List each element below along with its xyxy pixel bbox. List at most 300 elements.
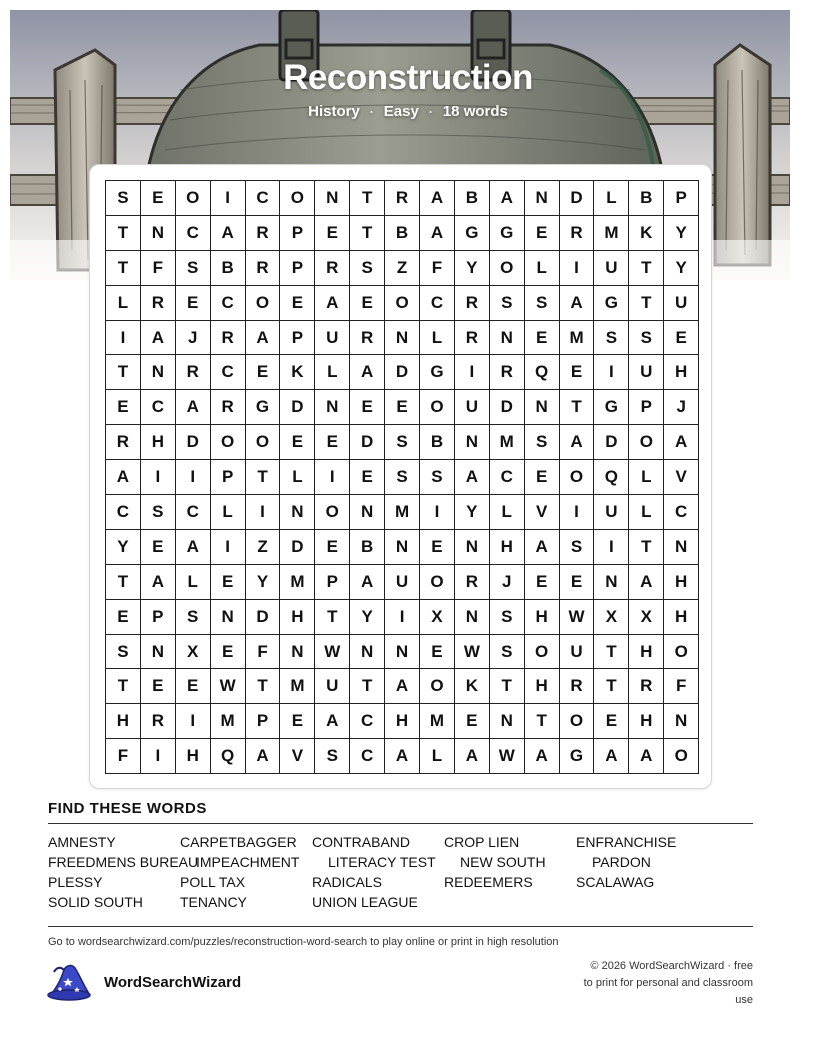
grid-cell[interactable]: Y bbox=[246, 565, 281, 600]
grid-cell[interactable]: I bbox=[455, 355, 490, 390]
grid-cell[interactable]: A bbox=[315, 286, 350, 321]
grid-cell[interactable]: M bbox=[385, 495, 420, 530]
grid-cell[interactable]: C bbox=[350, 704, 385, 739]
grid-cell[interactable]: A bbox=[490, 181, 525, 216]
grid-cell[interactable]: I bbox=[211, 181, 246, 216]
grid-cell[interactable]: E bbox=[106, 600, 141, 635]
grid-cell[interactable]: K bbox=[629, 216, 664, 251]
letter-grid[interactable] bbox=[105, 180, 699, 774]
grid-cell[interactable]: T bbox=[350, 181, 385, 216]
grid-cell[interactable]: T bbox=[350, 216, 385, 251]
grid-cell[interactable]: Z bbox=[385, 251, 420, 286]
grid-cell[interactable]: E bbox=[211, 635, 246, 670]
grid-cell[interactable]: U bbox=[315, 669, 350, 704]
grid-cell[interactable]: A bbox=[420, 216, 455, 251]
grid-cell[interactable]: E bbox=[315, 216, 350, 251]
grid-cell[interactable]: R bbox=[350, 321, 385, 356]
grid-cell[interactable]: W bbox=[455, 635, 490, 670]
grid-cell[interactable]: R bbox=[315, 251, 350, 286]
grid-cell[interactable]: N bbox=[594, 565, 629, 600]
grid-cell[interactable]: G bbox=[560, 739, 595, 774]
grid-cell[interactable]: I bbox=[176, 704, 211, 739]
grid-cell[interactable]: H bbox=[176, 739, 211, 774]
grid-cell[interactable]: O bbox=[385, 286, 420, 321]
grid-cell[interactable]: L bbox=[176, 565, 211, 600]
grid-cell[interactable]: E bbox=[211, 565, 246, 600]
grid-cell[interactable]: B bbox=[385, 216, 420, 251]
grid-cell[interactable]: C bbox=[211, 355, 246, 390]
grid-cell[interactable]: Y bbox=[455, 495, 490, 530]
grid-cell[interactable]: S bbox=[525, 286, 560, 321]
grid-cell[interactable]: A bbox=[211, 216, 246, 251]
grid-cell[interactable]: O bbox=[420, 565, 455, 600]
grid-cell[interactable]: A bbox=[141, 321, 176, 356]
grid-cell[interactable]: Q bbox=[525, 355, 560, 390]
grid-cell[interactable]: W bbox=[211, 669, 246, 704]
grid-cell[interactable]: T bbox=[629, 251, 664, 286]
grid-cell[interactable]: W bbox=[560, 600, 595, 635]
word-list-heading: FIND THESE WORDS bbox=[48, 800, 207, 817]
grid-cell[interactable]: P bbox=[280, 321, 315, 356]
grid-cell[interactable]: B bbox=[629, 181, 664, 216]
grid-cell[interactable]: I bbox=[560, 495, 595, 530]
grid-cell[interactable]: B bbox=[211, 251, 246, 286]
grid-cell[interactable]: S bbox=[315, 739, 350, 774]
grid-cell[interactable]: U bbox=[560, 635, 595, 670]
grid-cell[interactable]: A bbox=[246, 321, 281, 356]
grid-cell[interactable]: X bbox=[594, 600, 629, 635]
grid-cell[interactable]: N bbox=[315, 181, 350, 216]
grid-cell[interactable]: A bbox=[420, 181, 455, 216]
grid-cell[interactable]: C bbox=[176, 495, 211, 530]
grid-cell[interactable]: I bbox=[211, 530, 246, 565]
grid-cell[interactable]: O bbox=[664, 739, 699, 774]
grid-cell[interactable]: H bbox=[525, 600, 560, 635]
grid-cell[interactable]: T bbox=[315, 600, 350, 635]
grid-cell[interactable]: A bbox=[176, 390, 211, 425]
grid-cell[interactable]: K bbox=[455, 669, 490, 704]
grid-cell[interactable]: G bbox=[490, 216, 525, 251]
grid-cell[interactable]: N bbox=[490, 704, 525, 739]
grid-cell[interactable]: N bbox=[141, 216, 176, 251]
grid-cell[interactable]: L bbox=[106, 286, 141, 321]
grid-cell[interactable]: D bbox=[490, 390, 525, 425]
grid-cell[interactable]: H bbox=[385, 704, 420, 739]
grid-cell[interactable]: E bbox=[525, 460, 560, 495]
grid-cell[interactable]: V bbox=[664, 460, 699, 495]
grid-cell[interactable]: E bbox=[315, 530, 350, 565]
grid-cell[interactable]: H bbox=[664, 600, 699, 635]
grid-cell[interactable]: X bbox=[420, 600, 455, 635]
grid-cell[interactable]: X bbox=[629, 600, 664, 635]
grid-cell[interactable]: N bbox=[385, 321, 420, 356]
grid-cell[interactable]: V bbox=[280, 739, 315, 774]
grid-cell[interactable]: O bbox=[246, 286, 281, 321]
grid-cell[interactable]: Q bbox=[211, 739, 246, 774]
grid-cell[interactable]: A bbox=[350, 355, 385, 390]
grid-cell[interactable]: T bbox=[594, 669, 629, 704]
grid-cell[interactable]: N bbox=[455, 530, 490, 565]
grid-cell[interactable]: Y bbox=[350, 600, 385, 635]
grid-cell[interactable]: R bbox=[490, 355, 525, 390]
grid-cell[interactable]: D bbox=[176, 425, 211, 460]
grid-cell[interactable]: N bbox=[280, 495, 315, 530]
grid-cell[interactable]: H bbox=[141, 425, 176, 460]
grid-cell[interactable]: L bbox=[629, 495, 664, 530]
grid-cell[interactable]: X bbox=[176, 635, 211, 670]
grid-cell[interactable]: A bbox=[629, 739, 664, 774]
grid-cell[interactable]: R bbox=[455, 321, 490, 356]
grid-cell[interactable]: B bbox=[420, 425, 455, 460]
grid-cell[interactable]: E bbox=[594, 704, 629, 739]
grid-cell[interactable]: O bbox=[420, 669, 455, 704]
grid-cell[interactable]: D bbox=[350, 425, 385, 460]
grid-cell[interactable]: H bbox=[629, 635, 664, 670]
grid-cell[interactable]: N bbox=[490, 321, 525, 356]
grid-cell[interactable]: N bbox=[141, 355, 176, 390]
grid-cell[interactable]: V bbox=[525, 495, 560, 530]
grid-cell[interactable]: O bbox=[664, 635, 699, 670]
grid-cell[interactable]: L bbox=[420, 321, 455, 356]
grid-cell[interactable]: A bbox=[385, 739, 420, 774]
grid-cell[interactable]: T bbox=[525, 704, 560, 739]
puzzle-title: Reconstruction bbox=[283, 58, 533, 97]
grid-cell[interactable]: E bbox=[560, 355, 595, 390]
grid-cell[interactable]: R bbox=[629, 669, 664, 704]
grid-cell[interactable]: D bbox=[280, 530, 315, 565]
grid-cell[interactable]: O bbox=[315, 495, 350, 530]
grid-cell[interactable]: S bbox=[141, 495, 176, 530]
grid-cell[interactable]: T bbox=[246, 669, 281, 704]
grid-cell[interactable]: O bbox=[211, 425, 246, 460]
grid-cell[interactable]: S bbox=[560, 530, 595, 565]
word-list-item: CONTRABAND bbox=[312, 834, 411, 850]
grid-cell[interactable]: M bbox=[594, 216, 629, 251]
puzzle-grid-card bbox=[89, 164, 712, 789]
grid-cell[interactable]: L bbox=[490, 495, 525, 530]
grid-cell[interactable]: I bbox=[385, 600, 420, 635]
grid-cell[interactable]: M bbox=[490, 425, 525, 460]
grid-cell[interactable]: O bbox=[560, 704, 595, 739]
grid-cell[interactable]: W bbox=[315, 635, 350, 670]
grid-cell[interactable]: P bbox=[280, 216, 315, 251]
grid-cell[interactable]: E bbox=[141, 181, 176, 216]
grid-cell[interactable]: G bbox=[455, 216, 490, 251]
grid-cell[interactable]: T bbox=[106, 355, 141, 390]
grid-cell[interactable]: E bbox=[246, 355, 281, 390]
word-list-item: PLESSY bbox=[48, 874, 103, 890]
grid-cell[interactable]: A bbox=[106, 460, 141, 495]
grid-cell[interactable]: S bbox=[490, 635, 525, 670]
grid-cell[interactable]: A bbox=[664, 425, 699, 460]
grid-cell[interactable]: S bbox=[420, 460, 455, 495]
grid-cell[interactable]: M bbox=[211, 704, 246, 739]
grid-cell[interactable]: R bbox=[211, 321, 246, 356]
grid-cell[interactable]: E bbox=[385, 390, 420, 425]
grid-cell[interactable]: H bbox=[280, 600, 315, 635]
grid-cell[interactable]: U bbox=[594, 251, 629, 286]
grid-cell[interactable]: E bbox=[280, 704, 315, 739]
grid-cell[interactable]: D bbox=[594, 425, 629, 460]
grid-cell[interactable]: C bbox=[246, 181, 281, 216]
grid-cell[interactable]: R bbox=[455, 565, 490, 600]
grid-cell[interactable]: A bbox=[525, 739, 560, 774]
grid-cell[interactable]: O bbox=[629, 425, 664, 460]
grid-cell[interactable]: W bbox=[490, 739, 525, 774]
grid-cell[interactable]: A bbox=[385, 669, 420, 704]
grid-cell[interactable]: T bbox=[594, 635, 629, 670]
play-online-link[interactable]: Go to wordsearchwizard.com/puzzles/reconstruction-word-search to play online or print in high resolution bbox=[48, 936, 559, 948]
grid-cell[interactable]: H bbox=[629, 704, 664, 739]
grid-cell[interactable]: S bbox=[385, 460, 420, 495]
grid-cell[interactable]: T bbox=[246, 460, 281, 495]
footer-divider bbox=[48, 926, 753, 927]
grid-cell[interactable]: J bbox=[664, 390, 699, 425]
grid-cell[interactable]: Q bbox=[594, 460, 629, 495]
grid-cell[interactable]: I bbox=[420, 495, 455, 530]
grid-cell[interactable]: D bbox=[560, 181, 595, 216]
grid-cell[interactable]: R bbox=[455, 286, 490, 321]
grid-cell[interactable]: P bbox=[246, 704, 281, 739]
grid-cell[interactable]: N bbox=[141, 635, 176, 670]
grid-cell[interactable]: U bbox=[629, 355, 664, 390]
grid-cell[interactable]: M bbox=[280, 565, 315, 600]
grid-cell[interactable]: L bbox=[211, 495, 246, 530]
grid-cell[interactable]: H bbox=[106, 704, 141, 739]
grid-cell[interactable]: H bbox=[664, 565, 699, 600]
grid-cell[interactable]: L bbox=[315, 355, 350, 390]
grid-cell[interactable]: Y bbox=[106, 530, 141, 565]
grid-cell[interactable]: Y bbox=[664, 251, 699, 286]
grid-cell[interactable]: C bbox=[211, 286, 246, 321]
grid-cell[interactable]: N bbox=[350, 495, 385, 530]
grid-cell[interactable]: L bbox=[280, 460, 315, 495]
grid-cell[interactable]: A bbox=[560, 425, 595, 460]
grid-cell[interactable]: T bbox=[490, 669, 525, 704]
brand[interactable] bbox=[46, 962, 241, 1002]
grid-cell[interactable]: R bbox=[211, 390, 246, 425]
grid-cell[interactable]: R bbox=[560, 216, 595, 251]
grid-cell[interactable]: N bbox=[525, 181, 560, 216]
grid-cell[interactable]: S bbox=[176, 251, 211, 286]
grid-cell[interactable]: R bbox=[246, 251, 281, 286]
grid-cell[interactable]: U bbox=[664, 286, 699, 321]
grid-cell[interactable]: R bbox=[246, 216, 281, 251]
grid-cell[interactable]: T bbox=[629, 286, 664, 321]
grid-cell[interactable]: F bbox=[420, 251, 455, 286]
grid-cell[interactable]: C bbox=[490, 460, 525, 495]
grid-cell[interactable]: R bbox=[560, 669, 595, 704]
grid-cell[interactable]: N bbox=[385, 530, 420, 565]
grid-cell[interactable]: S bbox=[106, 181, 141, 216]
grid-cell[interactable]: P bbox=[141, 600, 176, 635]
grid-cell[interactable]: P bbox=[211, 460, 246, 495]
grid-cell[interactable]: E bbox=[106, 390, 141, 425]
grid-cell[interactable]: D bbox=[280, 390, 315, 425]
grid-cell[interactable]: I bbox=[141, 739, 176, 774]
grid-cell[interactable]: S bbox=[350, 251, 385, 286]
grid-cell[interactable]: I bbox=[594, 355, 629, 390]
grid-cell[interactable]: K bbox=[280, 355, 315, 390]
grid-cell[interactable]: A bbox=[629, 565, 664, 600]
grid-cell[interactable]: S bbox=[490, 286, 525, 321]
grid-cell[interactable]: A bbox=[315, 704, 350, 739]
grid-cell[interactable]: A bbox=[455, 460, 490, 495]
grid-cell[interactable]: E bbox=[350, 286, 385, 321]
grid-cell[interactable]: E bbox=[350, 390, 385, 425]
grid-cell[interactable]: R bbox=[385, 181, 420, 216]
grid-cell[interactable]: T bbox=[560, 390, 595, 425]
word-list-item: IMPEACHMENT bbox=[196, 854, 300, 870]
grid-cell[interactable]: J bbox=[490, 565, 525, 600]
grid-cell[interactable]: U bbox=[315, 321, 350, 356]
grid-cell[interactable]: G bbox=[594, 286, 629, 321]
grid-cell[interactable]: D bbox=[385, 355, 420, 390]
grid-cell[interactable]: C bbox=[664, 495, 699, 530]
grid-cell[interactable]: N bbox=[350, 635, 385, 670]
grid-cell[interactable]: A bbox=[141, 565, 176, 600]
grid-cell[interactable]: T bbox=[629, 530, 664, 565]
grid-cell[interactable]: E bbox=[525, 321, 560, 356]
grid-cell[interactable]: C bbox=[176, 216, 211, 251]
grid-cell[interactable]: C bbox=[141, 390, 176, 425]
grid-cell[interactable]: I bbox=[315, 460, 350, 495]
grid-cell[interactable]: O bbox=[560, 460, 595, 495]
grid-cell[interactable]: A bbox=[455, 739, 490, 774]
grid-cell[interactable]: O bbox=[280, 181, 315, 216]
grid-cell[interactable]: I bbox=[560, 251, 595, 286]
grid-cell[interactable]: N bbox=[525, 390, 560, 425]
grid-cell[interactable]: A bbox=[594, 739, 629, 774]
grid-cell[interactable]: N bbox=[315, 390, 350, 425]
grid-cell[interactable]: E bbox=[280, 286, 315, 321]
grid-cell[interactable]: Y bbox=[664, 216, 699, 251]
word-count-label: 18 words bbox=[442, 103, 508, 120]
grid-cell[interactable]: G bbox=[594, 390, 629, 425]
grid-cell[interactable]: T bbox=[106, 565, 141, 600]
grid-cell[interactable]: C bbox=[106, 495, 141, 530]
grid-cell[interactable]: P bbox=[629, 390, 664, 425]
grid-cell[interactable]: E bbox=[315, 425, 350, 460]
grid-cell[interactable]: Y bbox=[455, 251, 490, 286]
grid-cell[interactable]: R bbox=[141, 286, 176, 321]
grid-cell[interactable]: S bbox=[385, 425, 420, 460]
grid-cell[interactable]: U bbox=[594, 495, 629, 530]
grid-cell[interactable]: A bbox=[560, 286, 595, 321]
grid-cell[interactable]: O bbox=[490, 251, 525, 286]
grid-cell[interactable]: S bbox=[594, 321, 629, 356]
grid-cell[interactable]: L bbox=[594, 181, 629, 216]
grid-cell[interactable]: D bbox=[246, 600, 281, 635]
grid-cell[interactable]: N bbox=[455, 600, 490, 635]
grid-cell[interactable]: E bbox=[420, 635, 455, 670]
grid-cell[interactable]: G bbox=[420, 355, 455, 390]
grid-cell[interactable]: R bbox=[106, 425, 141, 460]
grid-cell[interactable]: N bbox=[211, 600, 246, 635]
grid-cell[interactable]: Z bbox=[246, 530, 281, 565]
grid-cell[interactable]: A bbox=[525, 530, 560, 565]
grid-cell[interactable]: I bbox=[246, 495, 281, 530]
grid-cell[interactable]: P bbox=[315, 565, 350, 600]
grid-cell[interactable]: L bbox=[525, 251, 560, 286]
grid-cell[interactable]: E bbox=[141, 530, 176, 565]
grid-cell[interactable]: E bbox=[560, 565, 595, 600]
grid-cell[interactable]: O bbox=[525, 635, 560, 670]
grid-cell[interactable]: N bbox=[385, 635, 420, 670]
grid-cell[interactable]: H bbox=[490, 530, 525, 565]
grid-cell[interactable]: B bbox=[455, 181, 490, 216]
grid-cell[interactable]: I bbox=[141, 460, 176, 495]
grid-cell[interactable]: A bbox=[350, 565, 385, 600]
grid-cell[interactable]: I bbox=[176, 460, 211, 495]
grid-cell[interactable]: M bbox=[420, 704, 455, 739]
grid-cell[interactable]: E bbox=[525, 565, 560, 600]
grid-cell[interactable]: U bbox=[385, 565, 420, 600]
grid-cell[interactable]: L bbox=[629, 460, 664, 495]
grid-cell[interactable]: N bbox=[664, 704, 699, 739]
grid-cell[interactable]: F bbox=[246, 635, 281, 670]
grid-cell[interactable]: G bbox=[246, 390, 281, 425]
grid-cell[interactable]: O bbox=[420, 390, 455, 425]
grid-cell[interactable]: A bbox=[176, 530, 211, 565]
grid-cell[interactable]: T bbox=[106, 216, 141, 251]
grid-cell[interactable]: U bbox=[455, 390, 490, 425]
grid-cell[interactable]: R bbox=[176, 355, 211, 390]
grid-cell[interactable]: N bbox=[280, 635, 315, 670]
grid-cell[interactable]: T bbox=[106, 669, 141, 704]
grid-cell[interactable]: J bbox=[176, 321, 211, 356]
grid-cell[interactable]: T bbox=[106, 251, 141, 286]
grid-cell[interactable]: O bbox=[246, 425, 281, 460]
grid-cell[interactable]: E bbox=[455, 704, 490, 739]
grid-cell[interactable]: H bbox=[525, 669, 560, 704]
grid-cell[interactable]: P bbox=[664, 181, 699, 216]
grid-cell[interactable]: A bbox=[246, 739, 281, 774]
grid-cell[interactable]: F bbox=[106, 739, 141, 774]
grid-cell[interactable]: S bbox=[525, 425, 560, 460]
grid-cell[interactable]: F bbox=[664, 669, 699, 704]
grid-cell[interactable]: H bbox=[664, 355, 699, 390]
grid-cell[interactable]: E bbox=[176, 669, 211, 704]
grid-cell[interactable]: F bbox=[141, 251, 176, 286]
grid-cell[interactable]: E bbox=[525, 216, 560, 251]
grid-cell[interactable]: E bbox=[280, 425, 315, 460]
grid-cell[interactable]: O bbox=[176, 181, 211, 216]
grid-cell[interactable]: E bbox=[141, 669, 176, 704]
grid-cell[interactable]: E bbox=[664, 321, 699, 356]
grid-cell[interactable]: S bbox=[629, 321, 664, 356]
grid-cell[interactable]: E bbox=[176, 286, 211, 321]
grid-cell[interactable]: R bbox=[141, 704, 176, 739]
grid-cell[interactable]: C bbox=[350, 739, 385, 774]
grid-cell[interactable]: S bbox=[176, 600, 211, 635]
grid-cell[interactable]: M bbox=[560, 321, 595, 356]
grid-cell[interactable]: M bbox=[280, 669, 315, 704]
grid-cell[interactable]: S bbox=[106, 635, 141, 670]
grid-cell[interactable]: L bbox=[420, 739, 455, 774]
grid-cell[interactable]: I bbox=[106, 321, 141, 356]
grid-cell[interactable]: T bbox=[350, 669, 385, 704]
grid-cell[interactable]: B bbox=[350, 530, 385, 565]
grid-cell[interactable]: P bbox=[280, 251, 315, 286]
grid-cell[interactable]: I bbox=[594, 530, 629, 565]
grid-cell[interactable]: E bbox=[350, 460, 385, 495]
grid-cell[interactable]: S bbox=[490, 600, 525, 635]
grid-cell[interactable]: N bbox=[664, 530, 699, 565]
grid-cell[interactable]: N bbox=[455, 425, 490, 460]
grid-cell[interactable]: E bbox=[420, 530, 455, 565]
grid-cell[interactable]: C bbox=[420, 286, 455, 321]
